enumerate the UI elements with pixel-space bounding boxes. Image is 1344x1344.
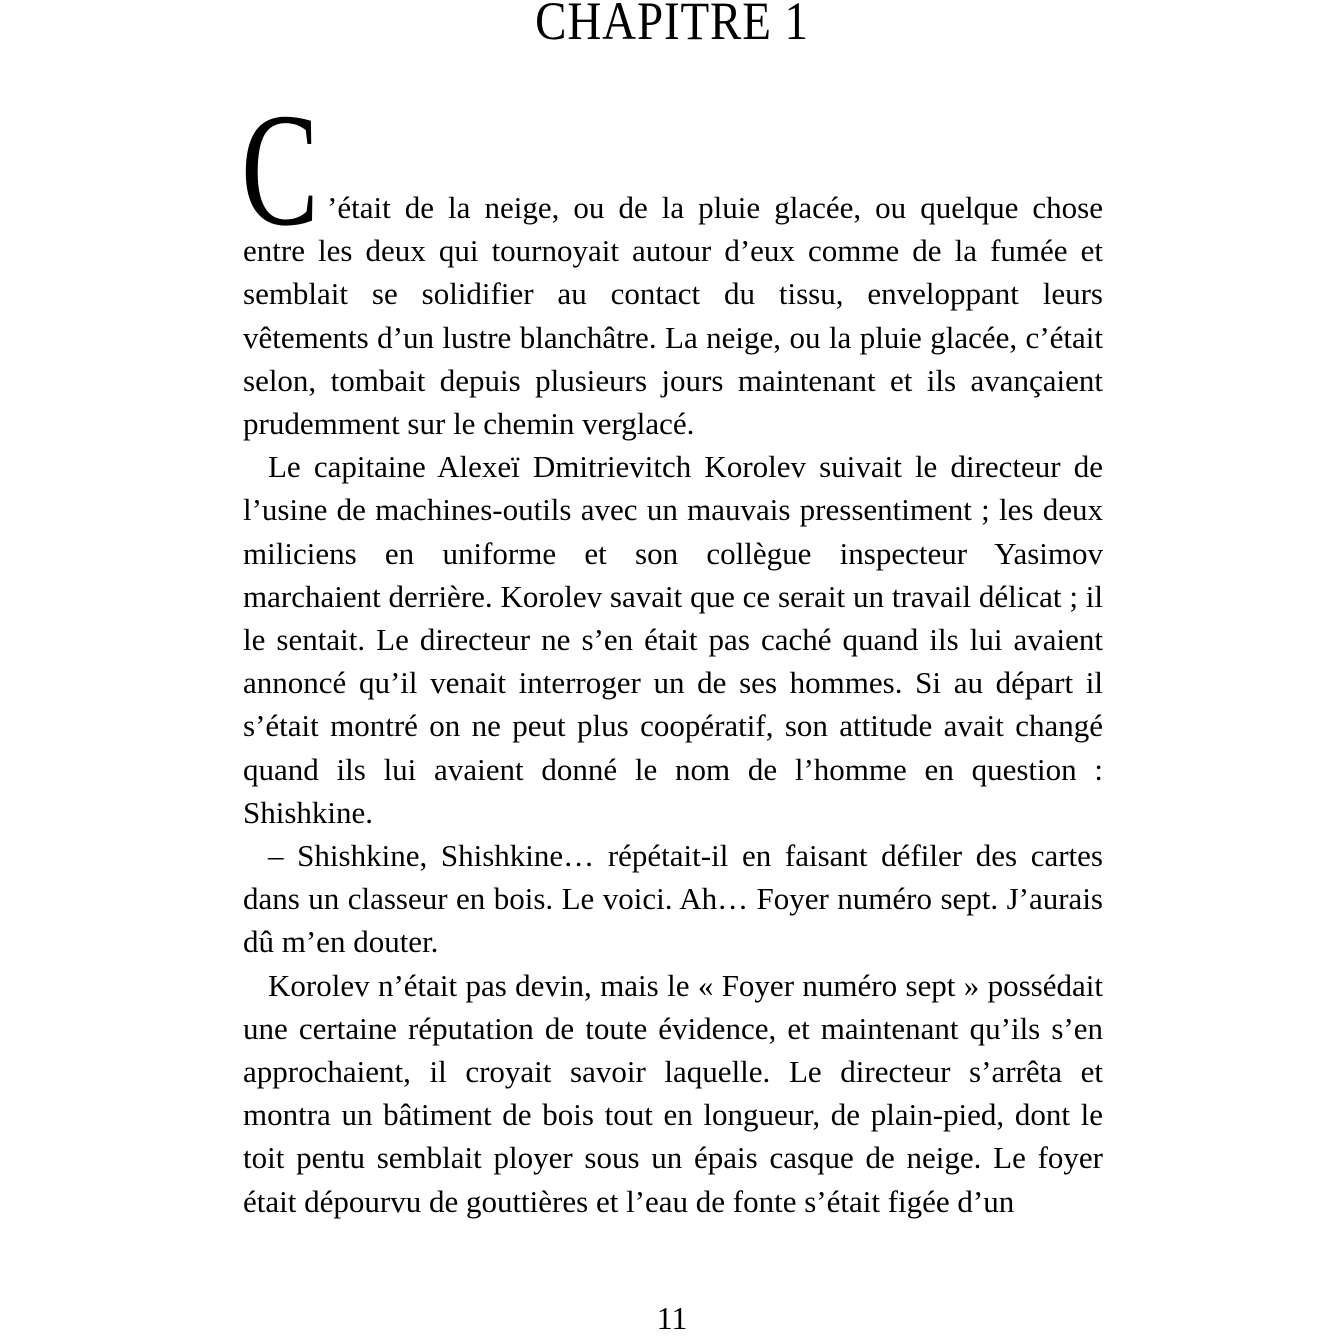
paragraph-4: Korolev n’était pas devin, mais le « Foyer numéro sept » possédait une certaine réputation de toute évidence, et maintenant qu’ils s’en approchaient, il croyait savoir laquelle. Le directeur s’arrêta et montra un bâtiment de bois tout en longueur, de plain-pied, dont le toit pentu semblait ployer sous un épais casque de neige. Le foyer était dépourvu de gouttières et l’eau de fonte s’était figée d’un xyxy=(243,967,1103,1219)
drop-cap: C xyxy=(241,81,319,260)
body-text xyxy=(241,81,1103,1223)
paragraph-3: – Shishkine, Shishkine… répétait-il en faisant défiler des cartes dans un classeur en bois. Le voici. Ah… Foyer numéro sept. J’aurais dû m’en douter. xyxy=(243,838,1103,960)
page-number: 11 xyxy=(656,1300,688,1336)
paragraph-1: ’était de la neige, ou de la pluie glacée, ou quelque chose entre les deux qui tournoyait autour d’eux comme de la fumée et semblait se solidifier au contact du tissu, enveloppant leurs vêtements d’un lustre blanchâtre. La neige, ou la pluie glacée, c’était selon, tombait depuis plusieurs jours maintenant et ils avançaient prudemment sur le chemin verglacé. xyxy=(243,190,1103,442)
paragraph-2: Le capitaine Alexeï Dmitrievitch Korolev suivait le directeur de l’usine de machines-outils avec un mauvais pressentiment ; les deux miliciens en uniforme et son collègue inspecteur Yasimov marchaient derrière. Korolev savait que ce serait un travail délicat ; il le sentait. Le directeur ne s’en était pas caché quand ils lui avaient annoncé qu’il venait interroger un de ses hommes. Si au départ il s’était montré on ne peut plus coopératif, son attitude avait changé quand ils lui avaient donné le nom de l’homme en question : Shishkine. xyxy=(243,449,1103,830)
chapter-title: CHAPITRE 1 xyxy=(535,0,809,51)
